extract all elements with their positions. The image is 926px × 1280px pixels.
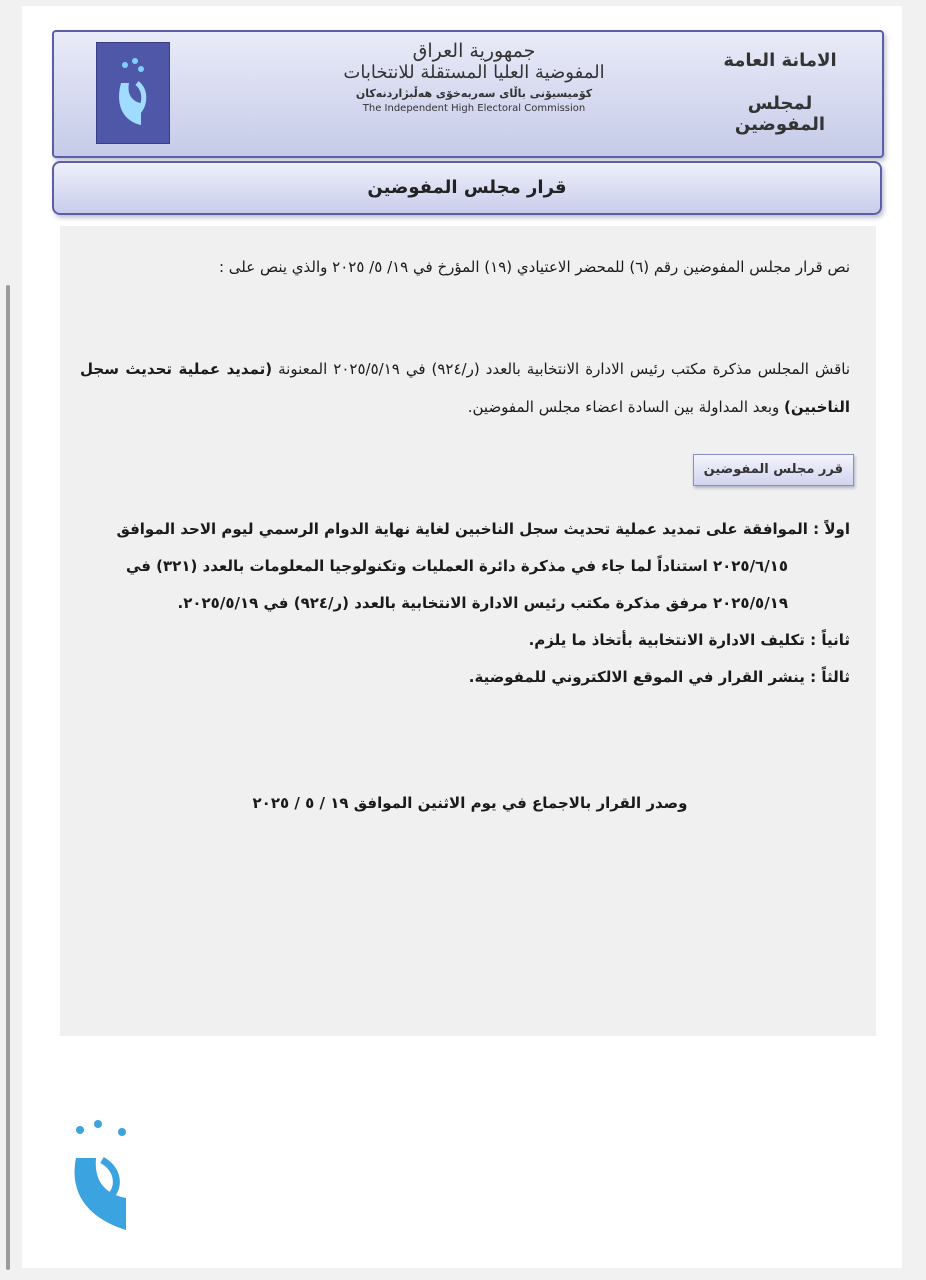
discussion-text-2: وبعد المداولة بين السادة اعضاء مجلس المفوضين. [467, 398, 785, 416]
decision-first-line1: اولاً : الموافقة على تمديد عملية تحديث سجل الناخبين لغاية نهاية الدوام الرسمي ليوم الاحد الموافق [116, 520, 850, 538]
document-title: قرار مجلس المفوضين [52, 161, 882, 215]
final-statement: وصدر القرار بالاجماع في يوم الاثنين الموافق ١٩ / ٥ / ٢٠٢٥ [252, 794, 688, 812]
intro-paragraph: نص قرار مجلس المفوضين رقم (٦) للمحضر الاعتيادي (١٩) المؤرخ في ١٩/ ٥/ ٢٠٢٥ والذي ينص على : [218, 258, 850, 276]
document-body [60, 226, 876, 1036]
discussion-paragraph [80, 350, 850, 426]
org-english: The Independent High Electoral Commission [362, 103, 586, 114]
discussion-text-1: ناقش المجلس مذكرة مكتب رئيس الادارة الانتخابية بالعدد (ر/٩٢٤) في ٢٠٢٥/٥/١٩ المعنونة [272, 360, 851, 378]
section-line1: الامانة العامة [723, 50, 837, 71]
organization-name [304, 40, 644, 114]
org-arabic-line1: جمهورية العراق [412, 40, 536, 62]
decision-tag: قرر مجلس المفوضين [693, 454, 854, 486]
decisions-list [60, 511, 850, 696]
decision-first-line3: ٢٠٢٥/٥/١٩ مرفق مذكرة مكتب رئيس الادارة الانتخابية بالعدد (ر/٩٢٤) في ٢٠٢٥/٥/١٩. [177, 594, 788, 612]
org-arabic-line2: المفوضية العليا المستقلة للانتخابات [343, 62, 605, 83]
footer-logo-icon [68, 1118, 132, 1232]
decision-first-line2: ٢٠٢٥/٦/١٥ استناداً لما جاء في مذكرة دائرة العمليات وتكنولوجيا المعلومات بالعدد (٣٢١) في [125, 557, 788, 575]
scrollbar[interactable] [6, 285, 10, 1270]
logo-figure-icon [97, 43, 169, 143]
letterhead [52, 30, 884, 158]
org-kurdish: کۆمیسیۆنی باڵای سەربەخۆی هەڵبژاردنەکان [355, 87, 593, 100]
discussion-subject: (تمديد عملية تحديث سجل الناخبين) [80, 360, 850, 416]
commission-logo [96, 42, 170, 144]
decision-second: ثانياً : تكليف الادارة الانتخابية بأتخاذ ما يلزم. [528, 631, 850, 649]
secretariat-label [700, 50, 860, 157]
decision-third: ثالثاً : ينشر القرار في الموقع الالكتروني للمفوضية. [468, 668, 850, 686]
section-line2: لمجلس المفوضين [734, 93, 826, 135]
